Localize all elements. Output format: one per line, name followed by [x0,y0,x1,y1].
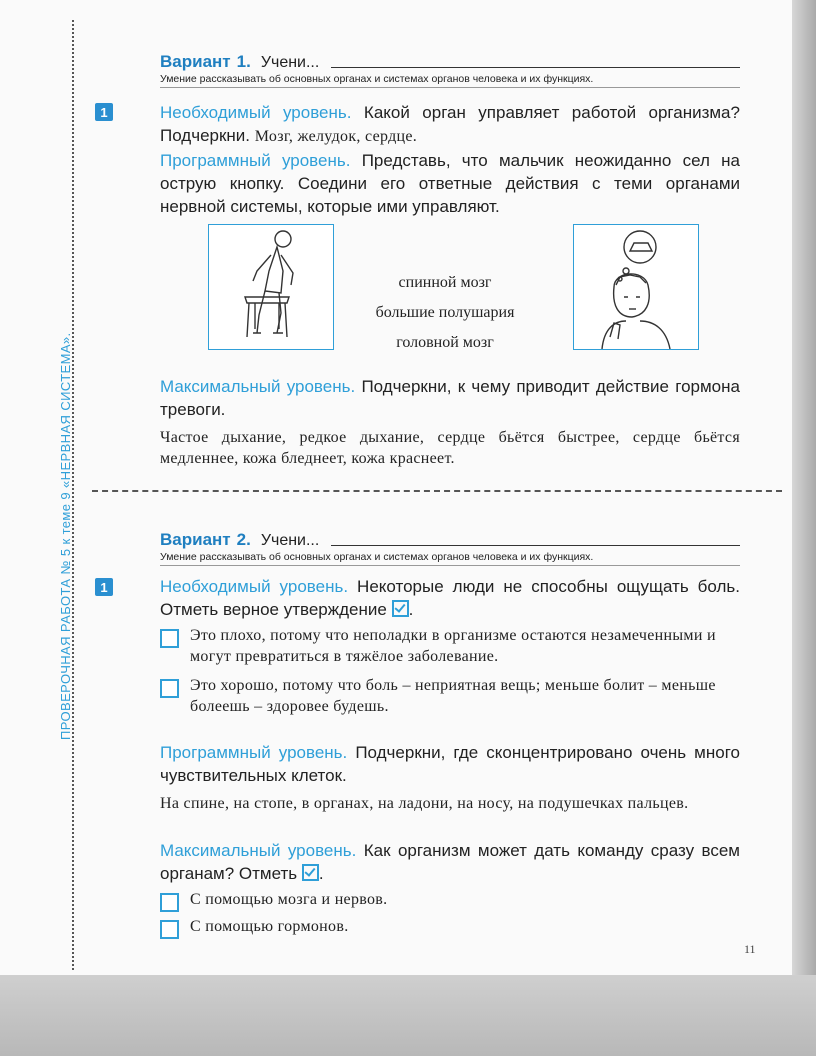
level-label: Программный уровень. [160,743,348,762]
option-text: С помощью гормонов. [190,918,349,935]
option-1 [160,625,740,667]
variant-label: Вариант [160,52,231,71]
level-label: Максимальный уровень. [160,841,357,860]
option-text: Это хорошо, потому что боль – неприятная вещь; меньше болит – меньше болеешь – здоровее будешь. [190,677,716,715]
task-text: Как организм может дать команду сразу всем органам? Отметь [160,841,740,883]
option-1 [160,889,740,910]
task-number-badge: 1 [95,578,113,596]
skill-description: Умение рассказывать об основных органах и системах органов человека и их функциях. [160,551,740,566]
task-text-end: . [318,864,324,883]
task-text: Подчеркни, где сконцентрировано очень много чувствительных клеток. [160,743,740,785]
option-checkbox[interactable] [160,920,179,939]
level-label: Программный уровень. [160,151,351,170]
level-label: Максимальный уровень. [160,377,356,396]
answer-options[interactable]: Частое дыхание, редкое дыхание, сердце бьётся быстрее, сердце бьётся медленнее, кожа бледнеет, кожа краснеет. [160,429,740,467]
cut-line-horizontal [92,490,782,492]
side-title: ПРОВЕРОЧНАЯ РАБОТА № 5 к теме 9 «НЕРВНАЯ СИСТЕМА». [58,332,73,740]
task-text: Представь, что мальчик неожиданно сел на острую кнопку. Соедини его ответные действия с теми органами нервной системы, которые ими управляют. [160,151,740,216]
variant-1-header [160,48,740,72]
variant-2-task-2 [160,741,740,814]
task-text: Подчеркни, к чему приводит действие гормона тревоги. [160,377,740,419]
option-text: Это плохо, потому что неполадки в организме остаются незамеченными и могут превратиться в тяжёлое заболевание. [190,627,716,665]
checkmark-icon [392,600,409,617]
pupil-name-line[interactable] [331,545,740,546]
pupil-label: Учени... [260,54,320,71]
organ-brain[interactable]: головной мозг [396,334,494,351]
organ-spinal-cord[interactable]: спинной мозг [398,274,492,291]
variant-2-task-3 [160,839,740,937]
option-2 [160,675,740,717]
variant-1-task-1 [160,101,740,147]
boy-thinking-picture [573,224,699,350]
boy-sitting-picture [208,224,334,350]
task-number-badge: 1 [95,103,113,121]
option-checkbox[interactable] [160,679,179,698]
boy-sitting-icon [209,225,333,349]
page-number: 11 [744,942,756,956]
option-checkbox[interactable] [160,629,179,648]
variant-1 [160,48,740,88]
pupil-name-line[interactable] [331,67,740,68]
level-label: Необходимый уровень. [160,103,352,122]
pupil-label: Учени... [260,532,320,549]
answer-options[interactable]: Мозг, желудок, сердце. [254,128,418,145]
variant-1-task-2 [160,149,740,218]
skill-description: Умение рассказывать об основных органах и системах органов человека и их функциях. [160,73,740,88]
variant-label: Вариант [160,530,231,549]
checkmark-icon [302,864,319,881]
level-label: Необходимый уровень. [160,577,349,596]
boy-thinking-icon [574,225,698,349]
option-checkbox[interactable] [160,893,179,912]
variant-1-task-3 [160,375,740,469]
task-text: Некоторые люди не способны ощущать боль. Отметь верное утверждение [160,577,740,619]
variant-2-header [160,526,740,550]
variant-number: 1. [236,52,251,71]
answer-options[interactable]: На спине, на стопе, в органах, на ладони, на носу, на подушечках пальцев. [160,795,689,812]
task-text-end: . [408,600,414,619]
option-text: С помощью мозга и нервов. [190,891,388,908]
variant-2-task-1 [160,575,740,717]
variant-number: 2. [236,530,251,549]
option-2 [160,916,740,937]
organ-list [340,268,550,358]
variant-2 [160,526,740,566]
task-text: Какой орган управляет работой организма? Подчеркни. [160,103,740,145]
organ-hemispheres[interactable]: большие полушария [375,304,515,321]
